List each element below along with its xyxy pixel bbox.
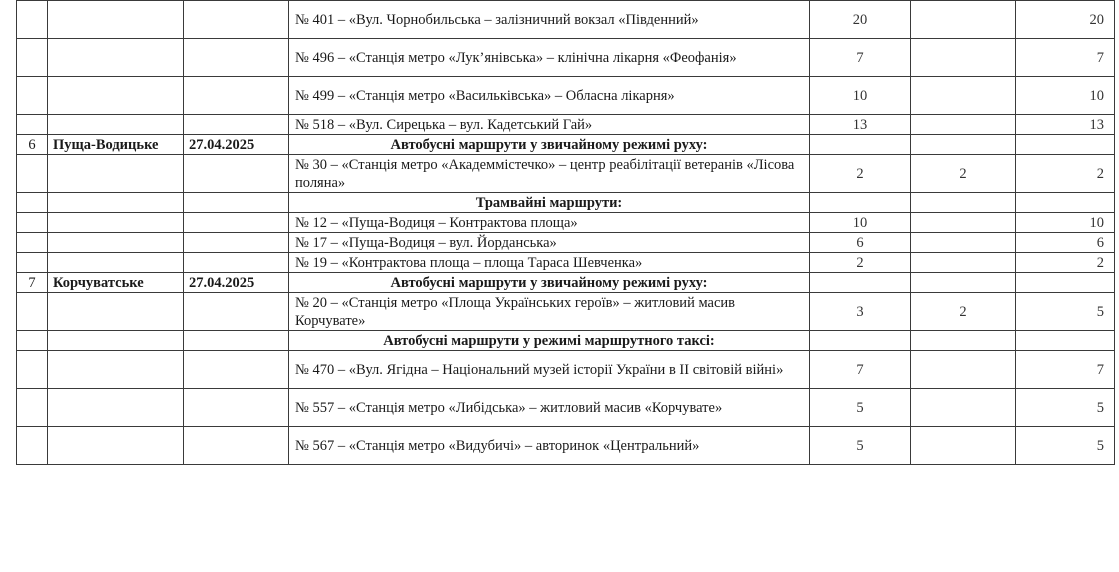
date-cell [184,389,289,427]
empty-value-cell [1016,331,1115,351]
date-cell [184,193,289,213]
table-row [17,293,1115,331]
route-description-cell: № 12 – «Пуща-Водиця – Контрактова площа» [289,213,810,233]
row-number-cell [17,193,48,213]
date-cell [184,213,289,233]
table-row [17,253,1115,273]
route-description-cell: № 567 – «Станція метро «Видубичі» – авторинок «Центральний» [289,427,810,465]
value-cell-1: 20 [810,1,911,39]
empty-value-cell [1016,193,1115,213]
row-number-cell [17,39,48,77]
routes-table-body [17,1,1115,465]
date-cell [184,115,289,135]
date-cell [184,427,289,465]
value-cell-2 [911,427,1016,465]
section-row [17,331,1115,351]
row-number-cell [17,351,48,389]
value-cell-total: 10 [1016,213,1115,233]
date-cell [184,39,289,77]
value-cell-1: 5 [810,389,911,427]
value-cell-1: 10 [810,213,911,233]
value-cell-total: 2 [1016,253,1115,273]
row-number-cell: 6 [17,135,48,155]
row-number-cell [17,253,48,273]
date-cell [184,351,289,389]
table-row [17,155,1115,193]
empty-value-cell [1016,135,1115,155]
value-cell-2: 2 [911,155,1016,193]
table-row [17,427,1115,465]
value-cell-2 [911,389,1016,427]
route-description-cell: № 557 – «Станція метро «Либідська» – житловий масив «Корчувате» [289,389,810,427]
value-cell-total: 6 [1016,233,1115,253]
empty-value-cell [911,135,1016,155]
table-row [17,233,1115,253]
value-cell-2 [911,233,1016,253]
table-row [17,351,1115,389]
date-cell [184,155,289,193]
empty-value-cell [810,273,911,293]
empty-value-cell [911,273,1016,293]
value-cell-2 [911,1,1016,39]
route-description-cell: № 20 – «Станція метро «Площа Українських героїв» – житловий масив Корчувате» [289,293,810,331]
district-name-cell [48,233,184,253]
district-name-cell [48,293,184,331]
value-cell-total: 13 [1016,115,1115,135]
empty-value-cell [810,135,911,155]
value-cell-1: 2 [810,155,911,193]
value-cell-2 [911,253,1016,273]
route-description-cell: № 496 – «Станція метро «Лук’янівська» – клінічна лікарня «Феофанія» [289,39,810,77]
row-number-cell [17,331,48,351]
district-name-cell [48,193,184,213]
value-cell-total: 5 [1016,427,1115,465]
row-number-cell [17,77,48,115]
section-row [17,273,1115,293]
district-name-cell [48,39,184,77]
row-number-cell: 7 [17,273,48,293]
district-name-cell [48,351,184,389]
row-number-cell [17,427,48,465]
district-name-cell [48,155,184,193]
route-description-cell: № 499 – «Станція метро «Васильківська» – Обласна лікарня» [289,77,810,115]
date-cell: 27.04.2025 [184,135,289,155]
row-number-cell [17,233,48,253]
table-row [17,213,1115,233]
district-name-cell [48,1,184,39]
table-row [17,389,1115,427]
value-cell-total: 5 [1016,293,1115,331]
row-number-cell [17,1,48,39]
value-cell-2 [911,39,1016,77]
district-name-cell: Корчуватське [48,273,184,293]
empty-value-cell [911,331,1016,351]
table-row [17,39,1115,77]
district-name-cell [48,427,184,465]
date-cell [184,77,289,115]
date-cell [184,1,289,39]
date-cell [184,293,289,331]
date-cell: 27.04.2025 [184,273,289,293]
row-number-cell [17,155,48,193]
value-cell-1: 3 [810,293,911,331]
route-description-cell: № 401 – «Вул. Чорнобильська – залізничний вокзал «Південний» [289,1,810,39]
value-cell-total: 5 [1016,389,1115,427]
value-cell-1: 7 [810,39,911,77]
route-description-cell: № 518 – «Вул. Сирецька – вул. Кадетський Гай» [289,115,810,135]
district-name-cell [48,115,184,135]
row-number-cell [17,213,48,233]
value-cell-total: 10 [1016,77,1115,115]
section-row [17,135,1115,155]
section-heading-cell: Автобусні маршрути у звичайному режимі руху: [289,273,810,293]
district-name-cell: Пуща-Водицьке [48,135,184,155]
district-name-cell [48,213,184,233]
value-cell-1: 5 [810,427,911,465]
table-row [17,1,1115,39]
section-heading-cell: Автобусні маршрути у звичайному режимі руху: [289,135,810,155]
value-cell-1: 6 [810,233,911,253]
district-name-cell [48,389,184,427]
date-cell [184,331,289,351]
value-cell-2 [911,213,1016,233]
route-description-cell: № 17 – «Пуща-Водиця – вул. Йорданська» [289,233,810,253]
value-cell-total: 7 [1016,39,1115,77]
empty-value-cell [810,193,911,213]
value-cell-1: 7 [810,351,911,389]
value-cell-2 [911,77,1016,115]
route-description-cell: № 19 – «Контрактова площа – площа Тараса Шевченка» [289,253,810,273]
value-cell-1: 13 [810,115,911,135]
empty-value-cell [911,193,1016,213]
value-cell-1: 10 [810,77,911,115]
table-row [17,115,1115,135]
district-name-cell [48,331,184,351]
date-cell [184,253,289,273]
route-description-cell: № 470 – «Вул. Ягідна – Національний музей історії України в ІІ світовій війні» [289,351,810,389]
section-row [17,193,1115,213]
value-cell-total: 20 [1016,1,1115,39]
value-cell-2 [911,115,1016,135]
district-name-cell [48,253,184,273]
date-cell [184,233,289,253]
table-row [17,77,1115,115]
row-number-cell [17,293,48,331]
row-number-cell [17,389,48,427]
value-cell-total: 7 [1016,351,1115,389]
district-name-cell [48,77,184,115]
value-cell-1: 2 [810,253,911,273]
value-cell-total: 2 [1016,155,1115,193]
document-page [16,0,1114,465]
row-number-cell [17,115,48,135]
section-heading-cell: Трамвайні маршрути: [289,193,810,213]
routes-table [16,0,1115,465]
empty-value-cell [810,331,911,351]
empty-value-cell [1016,273,1115,293]
value-cell-2: 2 [911,293,1016,331]
section-heading-cell: Автобусні маршрути у режимі маршрутного таксі: [289,331,810,351]
route-description-cell: № 30 – «Станція метро «Академмістечко» – центр реабілітації ветеранів «Лісова поляна» [289,155,810,193]
value-cell-2 [911,351,1016,389]
